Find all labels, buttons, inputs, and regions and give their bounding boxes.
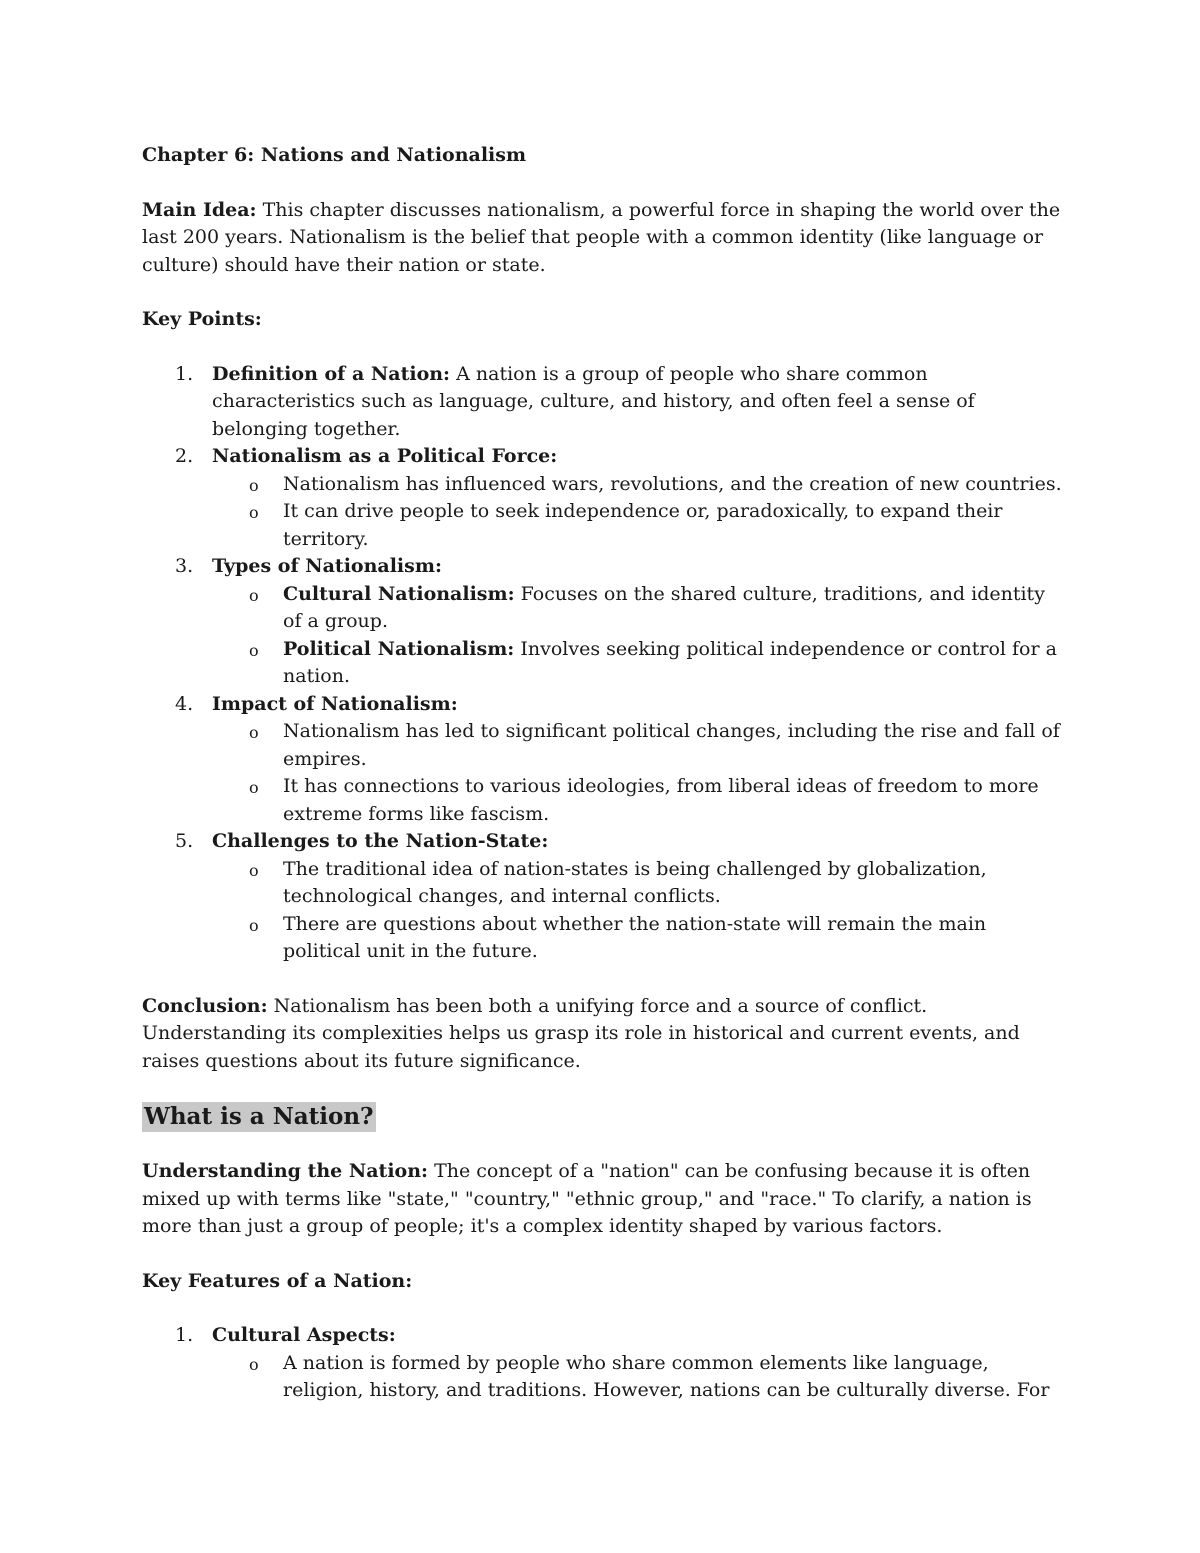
list-number: 1. xyxy=(175,362,194,385)
list-number: 5. xyxy=(175,830,194,852)
key-point-title: Challenges to the Nation-State: xyxy=(212,830,549,852)
bullet-icon: o xyxy=(249,475,259,495)
sub-list-item: o Nationalism has influenced wars, revolutions, and the creation of new countries. xyxy=(212,471,1062,499)
main-idea-paragraph xyxy=(142,197,1062,280)
conclusion-label: Conclusion: xyxy=(142,994,268,1017)
key-feature-title: Cultural Aspects: xyxy=(212,1324,396,1346)
conclusion-text: Nationalism has been both a unifying force and a source of conflict. Understanding its complexities helps us grasp its role in historical and current events, and raises questions about its future significance. xyxy=(142,994,1020,1072)
key-features-label: Key Features of a Nation: xyxy=(142,1269,413,1292)
sub-list-item: o There are questions about whether the nation-state will remain the main political unit in the future. xyxy=(249,912,987,962)
key-point-title: Impact of Nationalism: xyxy=(212,692,458,715)
list-number: 4. xyxy=(175,692,194,715)
chapter-title: Chapter 6: Nations and Nationalism xyxy=(142,144,527,166)
sub-list xyxy=(212,471,1062,554)
key-point-title: Types of Nationalism: xyxy=(212,555,442,577)
list-number: 2. xyxy=(175,445,194,467)
document-content xyxy=(142,142,1062,1432)
understanding-label: Understanding the Nation: xyxy=(142,1160,429,1182)
bullet-icon: o xyxy=(249,723,259,742)
sub-list xyxy=(212,581,1062,691)
key-point-item xyxy=(142,553,1062,691)
key-point-title: Definition of a Nation: xyxy=(212,362,451,385)
key-feature-item xyxy=(142,1322,1062,1405)
bullet-icon: o xyxy=(249,778,259,797)
key-point-text: A nation is a group of people who share common characteristics such as language, culture, and history, and often feel a sense of belonging together. xyxy=(212,362,975,440)
sub-list-item: o Nationalism has led to significant political changes, including the rise and fall of empires. xyxy=(249,720,1060,770)
sub-list-item: o Political Nationalism: Involves seeking political independence or control for a nation. xyxy=(249,637,1057,687)
section-heading: What is a Nation? xyxy=(144,1103,374,1130)
bullet-icon: o xyxy=(249,640,259,660)
key-point-item xyxy=(142,691,1062,829)
key-point-item xyxy=(142,828,1062,966)
main-idea-label: Main Idea: xyxy=(142,198,257,221)
sub-list-item: o The traditional idea of nation-states is being challenged by globalization, technological changes, and internal conflicts. xyxy=(249,857,987,907)
section-heading-wrapper xyxy=(142,1102,1062,1158)
bullet-icon: o xyxy=(249,585,259,605)
sub-list-item: o Cultural Nationalism: Focuses on the shared culture, traditions, and identity of a group. xyxy=(249,582,1045,632)
bullet-icon: o xyxy=(249,503,259,522)
sub-list xyxy=(212,856,1062,966)
understanding-paragraph xyxy=(142,1158,1062,1241)
bullet-icon: o xyxy=(249,1354,259,1374)
sub-list xyxy=(212,718,1062,828)
key-features-list xyxy=(142,1322,1062,1405)
list-number: 1. xyxy=(175,1324,194,1346)
bullet-icon: o xyxy=(249,915,259,935)
key-points-list xyxy=(142,361,1062,966)
key-points-label: Key Points: xyxy=(142,308,262,330)
bullet-icon: o xyxy=(249,860,259,880)
sub-list-item: o A nation is formed by people who share common elements like language, religion, history, and traditions. However, nations can be culturally diverse. For xyxy=(249,1351,1050,1401)
sub-list-item: o It can drive people to seek independence or, paradoxically, to expand their territory. xyxy=(249,500,1003,550)
key-point-item xyxy=(142,361,1062,444)
understanding-text: The concept of a "nation" can be confusing because it is often mixed up with terms like "state," "country," "ethnic group," and "race." To clarify, a nation is more than just a group of people; it's a complex identity shaped by various factors. xyxy=(142,1160,1032,1237)
list-number: 3. xyxy=(175,555,194,577)
key-point-title: Nationalism as a Political Force: xyxy=(212,445,558,467)
conclusion-paragraph xyxy=(142,993,1062,1076)
sub-list-item: o It has connections to various ideologies, from liberal ideas of freedom to more extreme forms like fascism. xyxy=(249,775,1039,825)
sub-list xyxy=(212,1350,1062,1405)
main-idea-text: This chapter discusses nationalism, a powerful force in shaping the world over the last 200 years. Nationalism is the belief that people with a common identity (like language or culture) should have their nation or state. xyxy=(142,198,1061,276)
key-point-item xyxy=(142,443,1062,553)
